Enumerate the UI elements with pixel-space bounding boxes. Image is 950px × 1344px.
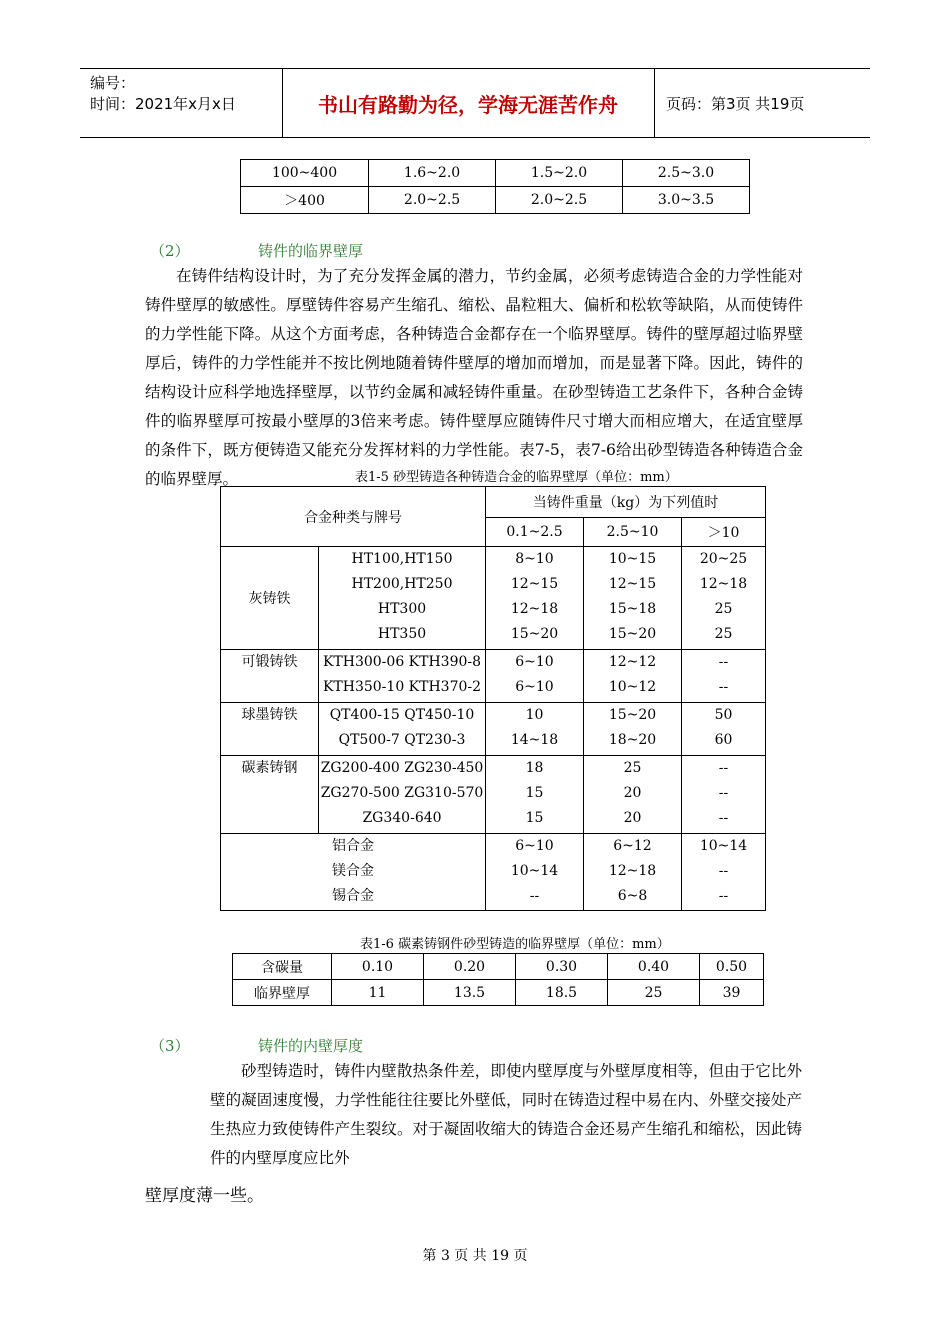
- page-footer: 第 3 页 共 19 页: [422, 1248, 528, 1264]
- table-cell: ＞400: [241, 187, 369, 214]
- table-cell: 13.5: [424, 980, 516, 1006]
- value: 12~18: [699, 576, 748, 592]
- header-divider: [654, 69, 655, 137]
- table-row: [221, 487, 766, 518]
- value-cell: [486, 547, 584, 650]
- table-1-6: [232, 953, 764, 1006]
- alloy-type-cell: [221, 703, 319, 756]
- value: 18~20: [608, 732, 657, 748]
- value: --: [718, 888, 729, 904]
- date-label: 时间：2021年x月x日: [90, 95, 236, 113]
- value-cell: [682, 756, 766, 834]
- continued-table: [240, 159, 750, 214]
- value: --: [718, 679, 729, 695]
- grade: HT100,HT150: [351, 551, 453, 567]
- grade: ZG340-640: [362, 810, 442, 826]
- value-cell: [682, 703, 766, 756]
- light-alloy-name: 镁合金: [332, 863, 374, 879]
- grade-cell: [319, 547, 486, 650]
- value: 25: [623, 760, 642, 776]
- alloy-header: 合金种类与牌号: [221, 487, 486, 547]
- value: 15~18: [608, 601, 657, 617]
- grade: KTH300-06 KTH390-8: [322, 654, 482, 670]
- table-1-5: [220, 486, 766, 911]
- header-motto: 书山有路勤为径，学海无涯苦作舟: [318, 92, 618, 117]
- value-cell: [486, 756, 584, 834]
- value: --: [718, 760, 729, 776]
- section-number: （3）: [150, 1037, 190, 1055]
- grade: QT500-7 QT230-3: [338, 732, 466, 748]
- value: --: [718, 654, 729, 670]
- table-cell: 3.0~3.5: [623, 187, 750, 214]
- page-header: [80, 68, 870, 138]
- value-cell: [682, 650, 766, 703]
- value: --: [718, 810, 729, 826]
- grade-cell: [319, 703, 486, 756]
- table-cell: 18.5: [516, 980, 608, 1006]
- alloy-type: 灰铸铁: [221, 547, 319, 650]
- value: 14~18: [510, 732, 559, 748]
- table-1-6-caption: 表1-6 碳素铸钢件砂型铸造的临界壁厚（单位：mm）: [360, 937, 670, 952]
- table-cell: 11: [332, 980, 424, 1006]
- grade: QT400-15 QT450-10: [329, 707, 475, 723]
- value: 12~12: [608, 654, 657, 670]
- value: 20: [623, 810, 642, 826]
- table-1-5-caption: 表1-5 砂型铸造各种铸造合金的临界壁厚（单位：mm）: [355, 470, 678, 485]
- section-number: （2）: [150, 242, 190, 260]
- table-cell: 2.0~2.5: [369, 187, 496, 214]
- value: 50: [714, 707, 733, 723]
- value: 60: [714, 732, 733, 748]
- grade: HT350: [377, 626, 427, 642]
- table-row: [221, 834, 766, 911]
- table-row: [221, 703, 766, 756]
- table-cell: 0.40: [608, 954, 700, 980]
- value: 12~18: [510, 601, 559, 617]
- table-cell: 0.50: [700, 954, 764, 980]
- section-2-heading: [150, 240, 364, 261]
- section-3-heading: [150, 1035, 364, 1056]
- value: --: [529, 888, 540, 904]
- table-cell: 0.10: [332, 954, 424, 980]
- table-row: [221, 756, 766, 834]
- alloy-type-cell: [221, 650, 319, 703]
- value: 20~25: [699, 551, 748, 567]
- value-cell: [584, 756, 682, 834]
- section-title: 铸件的内壁厚度: [258, 1037, 364, 1055]
- table-row: [233, 980, 764, 1006]
- table-cell: 100~400: [241, 160, 369, 187]
- value: 10~15: [608, 551, 657, 567]
- value: 10: [525, 707, 544, 723]
- value: 15~20: [608, 707, 657, 723]
- value: 6~8: [617, 888, 648, 904]
- value: --: [718, 785, 729, 801]
- alloy-type: 碳素铸钢: [241, 760, 298, 776]
- table-cell: 1.6~2.0: [369, 160, 496, 187]
- grade: ZG270-500 ZG310-570: [320, 785, 484, 801]
- light-alloy-name: 铝合金: [332, 838, 374, 854]
- table-row: [221, 547, 766, 650]
- value: 25: [714, 626, 733, 642]
- value-cell: [486, 834, 584, 911]
- table-cell: 0.20: [424, 954, 516, 980]
- grade: ZG200-400 ZG230-450: [320, 760, 484, 776]
- value: 15~20: [510, 626, 559, 642]
- grade: HT300: [377, 601, 427, 617]
- alloy-type: 可锻铸铁: [241, 654, 298, 670]
- value: --: [718, 863, 729, 879]
- value: 25: [714, 601, 733, 617]
- table-cell: 39: [700, 980, 764, 1006]
- table-row: [221, 650, 766, 703]
- value-cell: [584, 703, 682, 756]
- alloy-type-cell: [221, 756, 319, 834]
- header-meta: [90, 73, 236, 115]
- table-row: [241, 187, 750, 214]
- value-cell: [682, 547, 766, 650]
- header-page-number: 页码：第3页 共19页: [666, 94, 805, 113]
- value-cell: [486, 703, 584, 756]
- value: 18: [525, 760, 544, 776]
- table-cell: 2.0~2.5: [496, 187, 623, 214]
- value-cell: [682, 834, 766, 911]
- weight-header: 当铸件重量（kg）为下列值时: [486, 487, 766, 518]
- table-row: [241, 160, 750, 187]
- value: 15~20: [608, 626, 657, 642]
- section-title: 铸件的临界壁厚: [258, 242, 364, 260]
- weight-col: 0.1~2.5: [486, 518, 584, 547]
- value: 12~15: [608, 576, 657, 592]
- value: 12~18: [608, 863, 657, 879]
- value: 10~14: [510, 863, 559, 879]
- value-cell: [584, 650, 682, 703]
- table-row: [233, 954, 764, 980]
- value: 6~10: [515, 679, 554, 695]
- alloy-type: 球墨铸铁: [241, 707, 298, 723]
- section-3-continuation: 壁厚度薄一些。: [145, 1186, 264, 1206]
- value: 20: [623, 785, 642, 801]
- weight-col: ＞10: [682, 518, 766, 547]
- serial-label: 编号：: [90, 74, 136, 92]
- grade: KTH350-10 KTH370-2: [322, 679, 482, 695]
- table-cell: 25: [608, 980, 700, 1006]
- section-2-paragraph: 在铸件结构设计时，为了充分发挥金属的潜力，节约金属，必须考虑铸造合金的力学性能对铸件壁厚的敏感性。厚壁铸件容易产生缩孔、缩松、晶粒粗大、偏析和松软等缺陷，从而使铸件的力学性能下降。从这个方面考虑，各种铸造合金都存在一个临界壁厚。铸件的壁厚超过临界壁厚后，铸件的力学性能并不按比例地随着铸件壁厚的增加而增加，而是显著下降。因此，铸件的结构设计应科学地选择壁厚，以节约金属和减轻铸件重量。在砂型铸造工艺条件下，各种合金铸件的临界壁厚可按最小壁厚的3倍来考虑。铸件壁厚应随铸件尺寸增大而相应增大，在适宜壁厚的条件下，既方便铸造又能充分发挥材料的力学性能。表7-5，表7-6给出砂型铸造各种铸造合金的临界壁厚。: [145, 267, 803, 488]
- grade-cell: [319, 650, 486, 703]
- table-cell: 1.5~2.0: [496, 160, 623, 187]
- row-label: 含碳量: [233, 954, 332, 980]
- light-alloy-name: 锡合金: [332, 888, 374, 904]
- value-cell: [486, 650, 584, 703]
- value: 6~12: [613, 838, 652, 854]
- value: 10~12: [608, 679, 657, 695]
- value: 15: [525, 785, 544, 801]
- value: 8~10: [515, 551, 554, 567]
- grade-cell: [319, 756, 486, 834]
- value-cell: [584, 547, 682, 650]
- table-cell: 2.5~3.0: [623, 160, 750, 187]
- value-cell: [584, 834, 682, 911]
- row-label: 临界壁厚: [233, 980, 332, 1006]
- light-alloy-cell: [221, 834, 486, 911]
- table-cell: 0.30: [516, 954, 608, 980]
- grade: HT200,HT250: [351, 576, 453, 592]
- value: 6~10: [515, 838, 554, 854]
- value: 6~10: [515, 654, 554, 670]
- value: 12~15: [510, 576, 559, 592]
- value: 10~14: [699, 838, 748, 854]
- value: 15: [525, 810, 544, 826]
- section-3-paragraph: 砂型铸造时，铸件内壁散热条件差，即使内壁厚度与外壁厚度相等，但由于它比外壁的凝固速度慢，力学性能往往要比外壁低，同时在铸造过程中易在内、外壁交接处产生热应力致使铸件产生裂纹。对于凝固收缩大的铸造合金还易产生缩孔和缩松，因此铸件的内壁厚度应比外: [210, 1062, 802, 1167]
- weight-col: 2.5~10: [584, 518, 682, 547]
